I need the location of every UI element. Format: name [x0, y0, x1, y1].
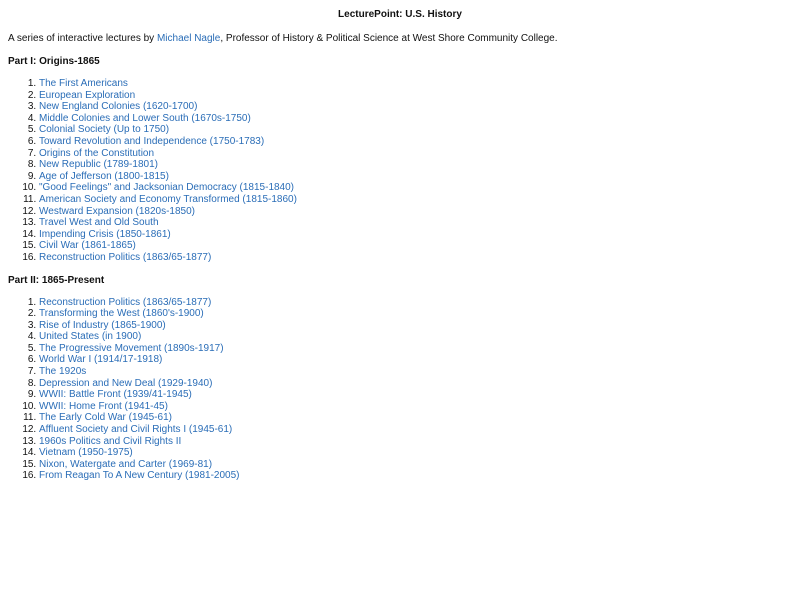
list-item: [39, 124, 792, 136]
lecture-link[interactable]: Middle Colonies and Lower South (1670s-1750): [39, 112, 251, 124]
list-item: [39, 470, 792, 482]
list-item: [39, 297, 792, 309]
part1-heading: Part I: Origins-1865: [8, 56, 100, 67]
list-item: [39, 136, 792, 148]
lecture-link[interactable]: The First Americans: [39, 78, 128, 89]
page-content: [8, 9, 792, 493]
list-item: [39, 424, 792, 436]
lecture-link[interactable]: Origins of the Constitution: [39, 147, 155, 159]
lecture-link[interactable]: "Good Feelings" and Jacksonian Democracy (1815-1840): [39, 182, 295, 194]
list-item: [39, 366, 792, 378]
lecture-link[interactable]: Vietnam (1950-1975): [39, 447, 133, 459]
lecture-link[interactable]: Affluent Society and Civil Rights I (1945-61): [39, 424, 233, 436]
intro-text: [8, 33, 792, 45]
lecture-link[interactable]: Reconstruction Politics (1863/65-1877): [39, 296, 212, 308]
list-item: [39, 343, 792, 355]
lecture-link[interactable]: The 1920s: [39, 366, 87, 378]
lecture-link[interactable]: Depression and New Deal (1929-1940): [39, 377, 213, 389]
list-item: [39, 389, 792, 401]
list-item: [39, 113, 792, 125]
list-item: [39, 378, 792, 390]
list-item: [39, 194, 792, 206]
lecture-link[interactable]: Westward Expansion (1820s-1850): [39, 205, 196, 217]
lecture-link[interactable]: Toward Revolution and Independence (1750-1783): [39, 135, 265, 147]
lecture-link[interactable]: World War I (1914/17-1918): [39, 354, 163, 366]
list-item: [39, 240, 792, 252]
author-link[interactable]: Michael Nagle: [156, 33, 221, 44]
lecture-link[interactable]: Impending Crisis (1850-1861): [39, 228, 171, 240]
intro-before: A series of interactive lectures by: [8, 33, 157, 44]
intro-after: , Professor of History & Political Science at West Shore Community College.: [220, 33, 558, 44]
part2-heading: Part II: 1865-Present: [8, 274, 105, 286]
lecture-link[interactable]: Rise of Industry (1865-1900): [39, 319, 166, 331]
list-item: [39, 101, 792, 113]
lecture-link[interactable]: Age of Jefferson (1800-1815): [39, 170, 169, 182]
list-item: [39, 459, 792, 471]
list-item: [39, 229, 792, 241]
lecture-link[interactable]: 1960s Politics and Civil Rights II: [39, 435, 182, 447]
list-item: [39, 78, 792, 90]
list-item: [39, 159, 792, 171]
list-item: [39, 331, 792, 343]
list-item: [39, 447, 792, 459]
lecture-link[interactable]: The Early Cold War (1945-61): [39, 412, 173, 424]
lecture-link[interactable]: WWII: Home Front (1941-45): [39, 400, 168, 412]
list-item: [39, 171, 792, 183]
lecture-link[interactable]: Transforming the West (1860's-1900): [39, 308, 204, 320]
lecture-link[interactable]: From Reagan To A New Century (1981-2005): [39, 470, 240, 482]
list-item: [39, 354, 792, 366]
list-item: [39, 308, 792, 320]
list-item: [39, 320, 792, 332]
lecture-link[interactable]: Travel West and Old South: [39, 217, 159, 229]
lecture-link[interactable]: United States (in 1900): [39, 331, 142, 343]
lecture-link[interactable]: New Republic (1789-1801): [39, 159, 158, 171]
lecture-link[interactable]: Nixon, Watergate and Carter (1969-81): [39, 458, 213, 470]
list-item: [39, 412, 792, 424]
lecture-link[interactable]: New England Colonies (1620-1700): [39, 101, 198, 113]
lecture-link[interactable]: American Society and Economy Transformed (1815-1860): [39, 193, 297, 205]
list-item: [39, 252, 792, 264]
lecture-link[interactable]: The Progressive Movement (1890s-1917): [39, 342, 224, 354]
page-title: LecturePoint: U.S. History: [338, 9, 462, 20]
list-item: [39, 436, 792, 448]
lecture-link[interactable]: Reconstruction Politics (1863/65-1877): [39, 251, 212, 263]
list-item: [39, 182, 792, 194]
lecture-link[interactable]: Colonial Society (Up to 1750): [39, 124, 170, 136]
list-item: [39, 217, 792, 229]
list-item: [39, 206, 792, 218]
part1-lecture-list: [8, 78, 792, 264]
list-item: [39, 90, 792, 102]
lecture-link[interactable]: Civil War (1861-1865): [39, 240, 136, 252]
list-item: [39, 401, 792, 413]
lecture-link[interactable]: WWII: Battle Front (1939/41-1945): [39, 389, 192, 401]
lecture-link[interactable]: European Exploration: [39, 89, 136, 101]
list-item: [39, 148, 792, 160]
part2-lecture-list: [8, 297, 792, 483]
